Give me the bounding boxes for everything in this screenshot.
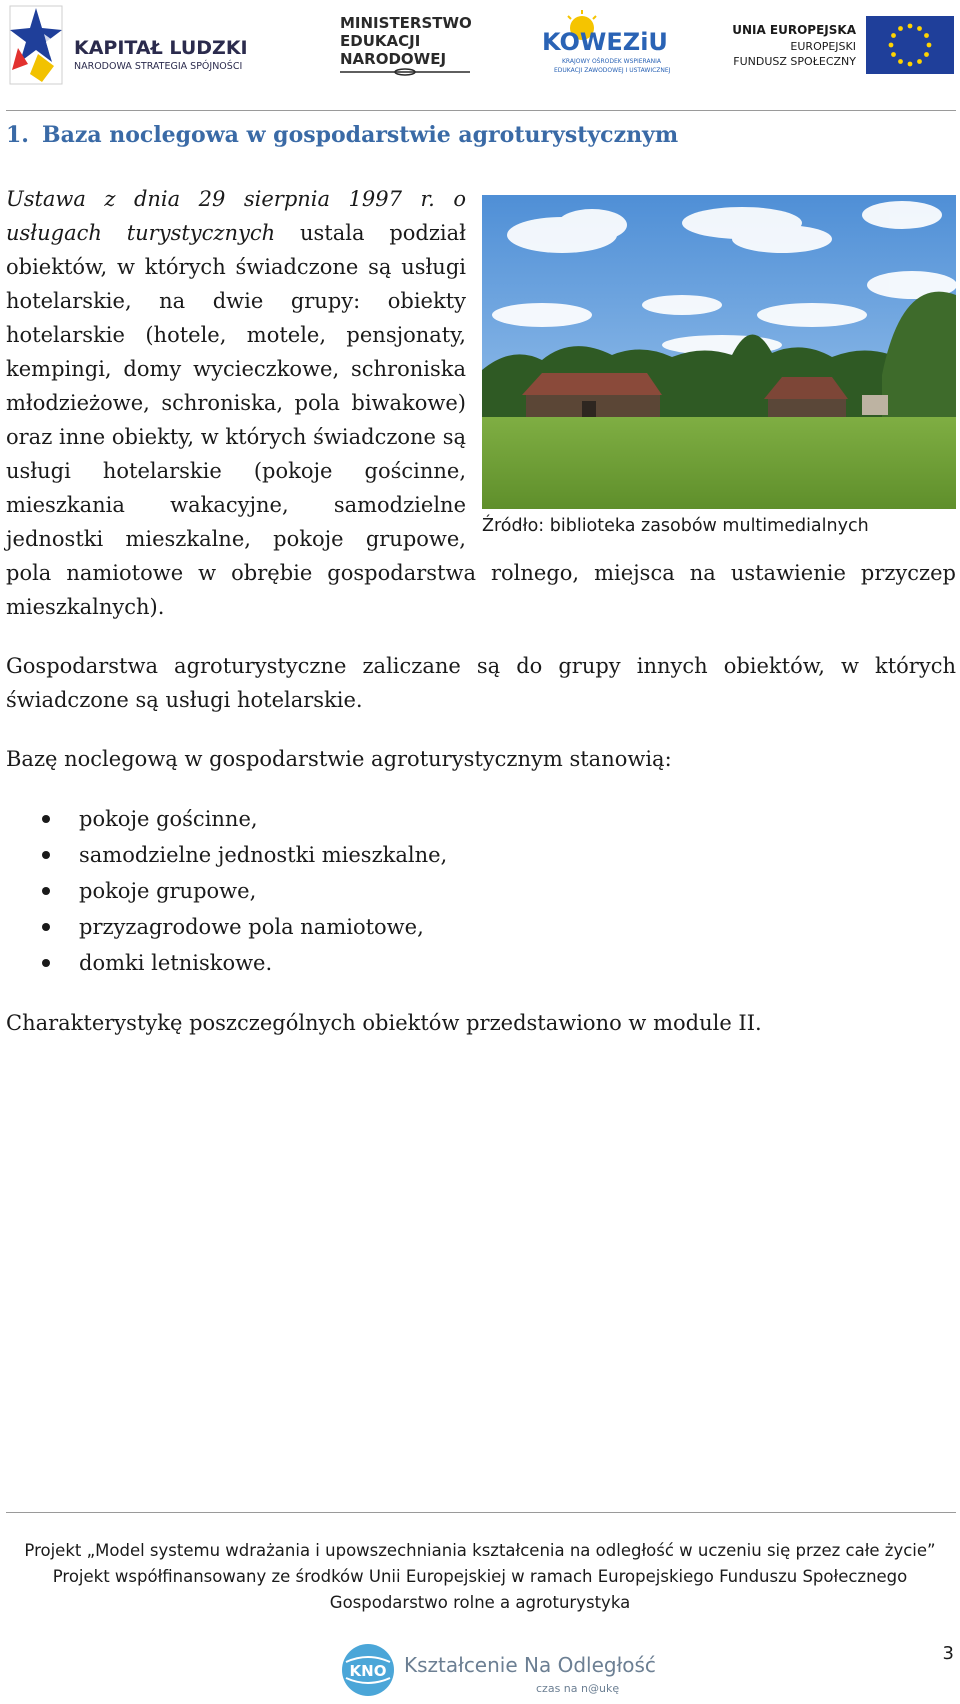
bullet-icon [42, 815, 50, 823]
farm-photo-icon [482, 195, 956, 509]
intro-text: ustala podział obiektów, w których świadczone są usługi hotelarskie, na dwie grupy: obiekty hotelarskie (hotele, motele, pensjonaty, kempingi, domy wycieczkowe, schroniska młodzieżowe, schroniska, pola biwakowe) oraz inne obiekty, w których świadczone są usługi hotelarskie (pokoje gościnne, mieszkania wakacyjne, samodzielne jednostki mieszkalne, pokoje grupowe, pola namiotowe w obrębie gospodarstwa rolnego, miejsca na ustawienie przyczep mieszkalnych). [6, 221, 956, 619]
bullet-icon [42, 959, 50, 967]
eu-star-icon [924, 52, 929, 57]
eu-star-icon [898, 26, 903, 31]
men-line3: NARODOWEJ [340, 50, 447, 68]
ksztalcenie-logo [340, 1640, 656, 1700]
eu-star-icon [908, 24, 913, 29]
paragraph-4: Charakterystykę poszczególnych obiektów przedstawiono w module II. [6, 1011, 762, 1035]
footer-line-3: Gospodarstwo rolne a agroturystyka [329, 1593, 631, 1612]
header-divider [6, 110, 956, 111]
kno-name: Kształcenie Na Odległość [404, 1653, 656, 1677]
act-title: Ustawa z dnia 29 sierpnia 1997 r. o usługach turystycznych [6, 187, 466, 245]
accommodation-list [6, 801, 956, 981]
list-item: pokoje gościnne, [6, 801, 956, 837]
document-body [6, 182, 956, 1065]
kno-tagline: czas na n@ukę [536, 1682, 620, 1695]
kapital-title: KAPITAŁ LUDZKI [74, 37, 248, 59]
header-logos [0, 0, 960, 100]
list-item: pokoje grupowe, [6, 873, 956, 909]
kapital-ludzki-logo [8, 4, 263, 86]
bullet-icon [42, 887, 50, 895]
eu-star-icon [891, 33, 896, 38]
koweziu-sub1: KRAJOWY OŚRODEK WSPIERANIA [562, 58, 661, 65]
kapital-subtitle: NARODOWA STRATEGIA SPÓJNOŚCI [74, 61, 243, 72]
paragraph-3: Bazę noclegową w gospodarstwie agroturystycznym stanowią: [6, 747, 672, 771]
eu-star-icon [924, 33, 929, 38]
eu-star-icon [917, 26, 922, 31]
paragraph-2: Gospodarstwa agroturystyczne zaliczane są do grupy innych obiektów, w których świadczone są usługi hotelarskie. [6, 654, 956, 712]
unia-europejska-logo [732, 14, 958, 76]
section-title: Baza noclegowa w gospodarstwie agroturystycznym [42, 122, 679, 148]
footer-divider [6, 1512, 956, 1513]
section-number: 1. [6, 122, 29, 148]
ministerstwo-logo [336, 10, 476, 80]
section-heading [6, 122, 678, 148]
koweziu-name: KOWEZiU [542, 28, 668, 56]
kno-mark: KNO [349, 1662, 387, 1680]
eu-star-icon [908, 62, 913, 67]
ue-line1: UNIA EUROPEJSKA [732, 23, 856, 37]
eu-star-icon [927, 43, 932, 48]
eu-star-icon [917, 59, 922, 64]
koweziu-logo [540, 8, 680, 80]
figure-caption: Źródło: biblioteka zasobów multimedialnych [482, 516, 869, 536]
ue-line2: EUROPEJSKI [790, 40, 856, 53]
page-number: 3 [942, 1643, 954, 1664]
farm-figure [482, 195, 956, 541]
list-item: przyzagrodowe pola namiotowe, [6, 909, 956, 945]
men-line2: EDUKACJI [340, 32, 421, 50]
footer-line-1: Projekt „Model systemu wdrażania i upowszechniania kształcenia na odległość w uczeniu się przez całe życie” [24, 1541, 936, 1560]
list-item: domki letniskowe. [6, 945, 956, 981]
list-item: samodzielne jednostki mieszkalne, [6, 837, 956, 873]
koweziu-sub2: EDUKACJI ZAWODOWEJ I USTAWICZNEJ [554, 67, 671, 74]
eu-star-icon [889, 43, 894, 48]
footer-text [0, 1538, 960, 1616]
bullet-icon [42, 923, 50, 931]
footer-line-2: Projekt współfinansowany ze środków Unii Europejskiej w ramach Europejskiego Funduszu Społecznego [52, 1567, 908, 1586]
eu-star-icon [898, 59, 903, 64]
ue-line3: FUNDUSZ SPOŁECZNY [733, 55, 856, 68]
men-line1: MINISTERSTWO [340, 14, 472, 32]
eu-star-icon [891, 52, 896, 57]
bullet-icon [42, 851, 50, 859]
